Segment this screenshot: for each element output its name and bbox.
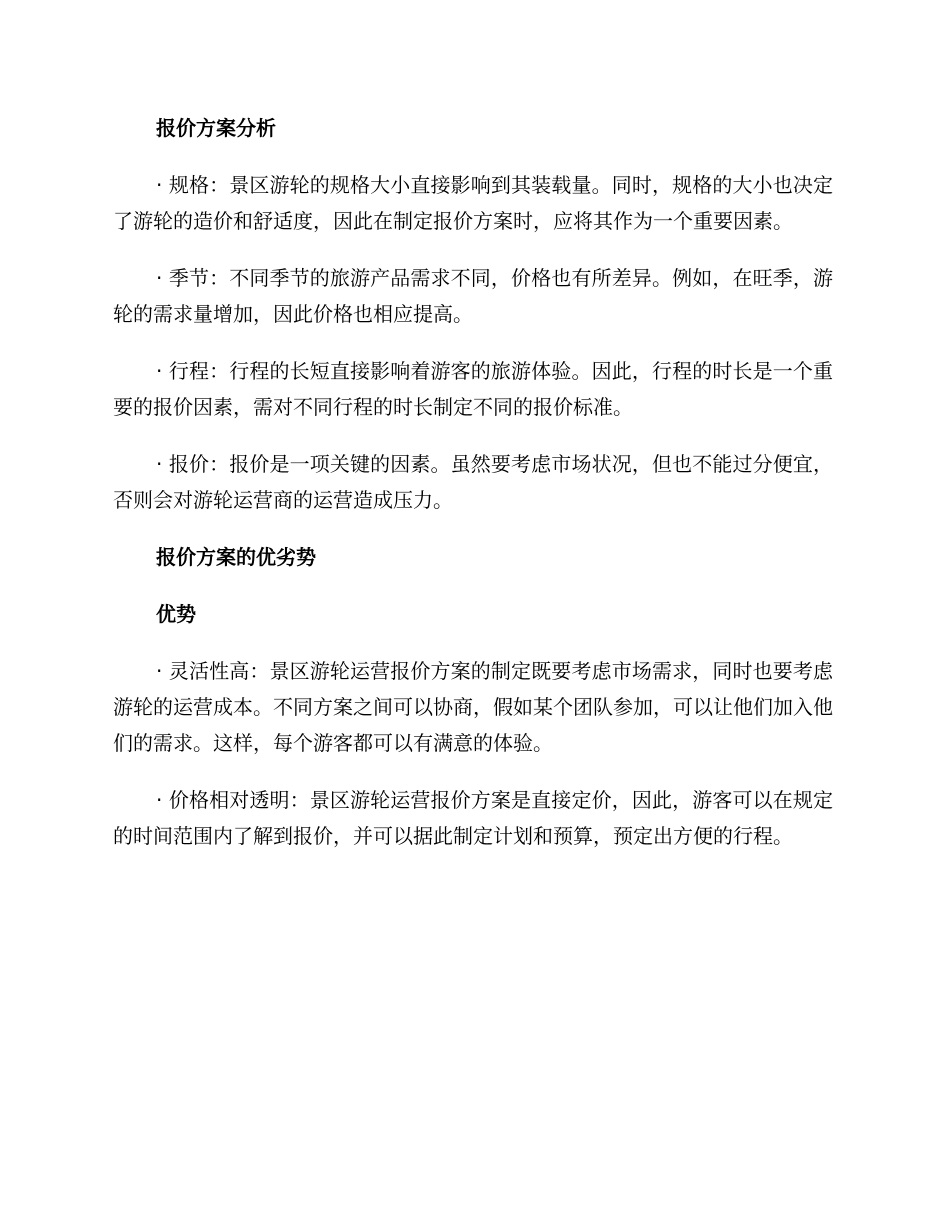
section-heading-analysis: 报价方案分析 bbox=[156, 116, 276, 140]
paragraph-flexibility: · 灵活性高：景区游轮运营报价方案的制定既要考虑市场需求，同时也要考虑游轮的运营成本。不同方案之间可以协商，假如某个团队参加，可以让他们加入他们的需求。这样，每个游客都可以有满意的体验。 bbox=[113, 659, 833, 755]
paragraph-itinerary: · 行程：行程的长短直接影响着游客的旅游体验。因此，行程的时长是一个重要的报价因素，需对不同行程的时长制定不同的报价标准。 bbox=[113, 359, 833, 419]
paragraph-quote: · 报价：报价是一项关键的因素。虽然要考虑市场状况，但也不能过分便宜，否则会对游轮运营商的运营造成压力。 bbox=[113, 452, 833, 512]
paragraph-season: · 季节：不同季节的旅游产品需求不同，价格也有所差异。例如，在旺季，游轮的需求量增加，因此价格也相应提高。 bbox=[113, 266, 833, 326]
paragraph-spec: · 规格：景区游轮的规格大小直接影响到其装载量。同时，规格的大小也决定了游轮的造价和舒适度，因此在制定报价方案时，应将其作为一个重要因素。 bbox=[113, 173, 833, 233]
document-body bbox=[113, 110, 833, 875]
section-heading-advantages: 优势 bbox=[156, 602, 196, 626]
section-heading-pros-cons: 报价方案的优劣势 bbox=[156, 545, 316, 569]
paragraph-transparency: · 价格相对透明：景区游轮运营报价方案是直接定价，因此，游客可以在规定的时间范围内了解到报价，并可以据此制定计划和预算，预定出方便的行程。 bbox=[113, 788, 833, 848]
